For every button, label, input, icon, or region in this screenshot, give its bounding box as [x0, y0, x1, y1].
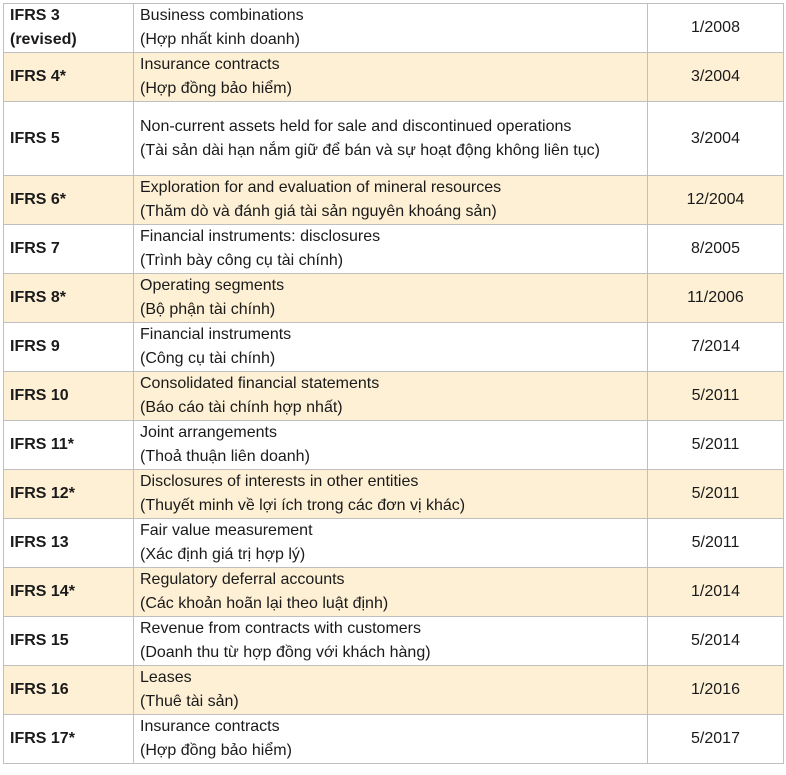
effective-date: 12/2004: [648, 176, 784, 225]
standard-code: [4, 4, 134, 53]
effective-date: 5/2014: [648, 617, 784, 666]
standard-title-en: Regulatory deferral accounts: [140, 571, 345, 588]
effective-date: 1/2014: [648, 568, 784, 617]
standard-title-vi: (Hợp đồng bảo hiểm): [140, 80, 292, 97]
standard-title-vi: (Thuê tài sản): [140, 693, 239, 710]
table-row: [4, 372, 784, 421]
standard-description: [134, 225, 648, 274]
effective-date: 5/2011: [648, 372, 784, 421]
effective-date: 5/2011: [648, 421, 784, 470]
effective-date: 8/2005: [648, 225, 784, 274]
standard-description: [134, 666, 648, 715]
effective-date: 3/2004: [648, 102, 784, 176]
standard-description: [134, 519, 648, 568]
standard-code: IFRS 11*: [4, 421, 134, 470]
table-row: [4, 568, 784, 617]
standard-title-en: Consolidated financial statements: [140, 375, 380, 392]
table-row: [4, 421, 784, 470]
standard-title-en: Financial instruments: disclosures: [140, 228, 381, 245]
table-row: [4, 323, 784, 372]
standard-title-en: Business combinations: [140, 7, 304, 24]
standard-description: [134, 102, 648, 176]
effective-date: 1/2008: [648, 4, 784, 53]
standard-title-vi: (Thuyết minh về lợi ích trong các đơn vị khác): [140, 497, 466, 514]
table-row: [4, 666, 784, 715]
table-row: [4, 176, 784, 225]
standard-code: IFRS 13: [4, 519, 134, 568]
standard-code: IFRS 9: [4, 323, 134, 372]
standard-code: IFRS 16: [4, 666, 134, 715]
standard-title-en: Exploration for and evaluation of mineral resources: [140, 179, 502, 196]
standard-title-en: Insurance contracts: [140, 56, 280, 73]
table-row: [4, 225, 784, 274]
standard-code-line: IFRS 3: [10, 7, 60, 24]
effective-date: 11/2006: [648, 274, 784, 323]
effective-date: 3/2004: [648, 53, 784, 102]
standard-title-vi: (Báo cáo tài chính hợp nhất): [140, 399, 343, 416]
standard-description: [134, 274, 648, 323]
table-row: [4, 519, 784, 568]
standard-title-vi: (Trình bày công cụ tài chính): [140, 252, 344, 269]
standard-code: IFRS 6*: [4, 176, 134, 225]
standard-title-vi: (Các khoản hoãn lại theo luật định): [140, 595, 389, 612]
standard-description: [134, 53, 648, 102]
standard-description: [134, 470, 648, 519]
standard-title-vi: (Hợp đồng bảo hiểm): [140, 742, 292, 759]
effective-date: 1/2016: [648, 666, 784, 715]
table-row: [4, 715, 784, 764]
standard-description: [134, 372, 648, 421]
standard-description: [134, 323, 648, 372]
table-row: [4, 470, 784, 519]
standard-code: IFRS 12*: [4, 470, 134, 519]
standard-title-en: Fair value measurement: [140, 522, 313, 539]
effective-date: 7/2014: [648, 323, 784, 372]
standard-title-en: Operating segments: [140, 277, 285, 294]
standard-description: [134, 568, 648, 617]
standard-description: [134, 617, 648, 666]
standard-description: [134, 715, 648, 764]
standard-code: IFRS 10: [4, 372, 134, 421]
table-row: [4, 4, 784, 53]
effective-date: 5/2017: [648, 715, 784, 764]
standard-title-vi: (Tài sản dài hạn nắm giữ để bán và sự hoạt động không liên tục): [140, 141, 600, 159]
standard-description: [134, 176, 648, 225]
standard-code: IFRS 17*: [4, 715, 134, 764]
standard-code: IFRS 5: [4, 102, 134, 176]
standard-title-vi: (Thoả thuận liên doanh): [140, 448, 310, 465]
standard-title-vi: (Hợp nhất kinh doanh): [140, 31, 300, 48]
standard-title-en: Non-current assets held for sale and discontinued operations: [140, 117, 572, 135]
standard-code: IFRS 8*: [4, 274, 134, 323]
ifrs-standards-table: [3, 3, 784, 764]
standard-title-en: Leases: [140, 669, 192, 686]
standard-title-en: Joint arrangements: [140, 424, 277, 441]
effective-date: 5/2011: [648, 519, 784, 568]
standard-title-vi: (Bộ phận tài chính): [140, 301, 276, 318]
standard-title-vi: (Thăm dò và đánh giá tài sản nguyên khoáng sản): [140, 203, 497, 220]
standard-title-en: Revenue from contracts with customers: [140, 620, 421, 637]
standard-description: [134, 421, 648, 470]
standard-code-line: (revised): [10, 31, 77, 48]
table-row: [4, 274, 784, 323]
table-row: [4, 53, 784, 102]
standard-title-vi: (Doanh thu từ hợp đồng với khách hàng): [140, 644, 431, 661]
table-row: [4, 102, 784, 176]
standard-title-en: Disclosures of interests in other entities: [140, 473, 419, 490]
standard-title-vi: (Công cụ tài chính): [140, 350, 276, 367]
standard-code: IFRS 4*: [4, 53, 134, 102]
table-row: [4, 617, 784, 666]
standard-title-vi: (Xác định giá trị hợp lý): [140, 546, 306, 563]
standard-code: IFRS 7: [4, 225, 134, 274]
standard-title-en: Financial instruments: [140, 326, 292, 343]
standard-code: IFRS 14*: [4, 568, 134, 617]
standard-title-en: Insurance contracts: [140, 718, 280, 735]
standard-description: [134, 4, 648, 53]
effective-date: 5/2011: [648, 470, 784, 519]
standard-code: IFRS 15: [4, 617, 134, 666]
